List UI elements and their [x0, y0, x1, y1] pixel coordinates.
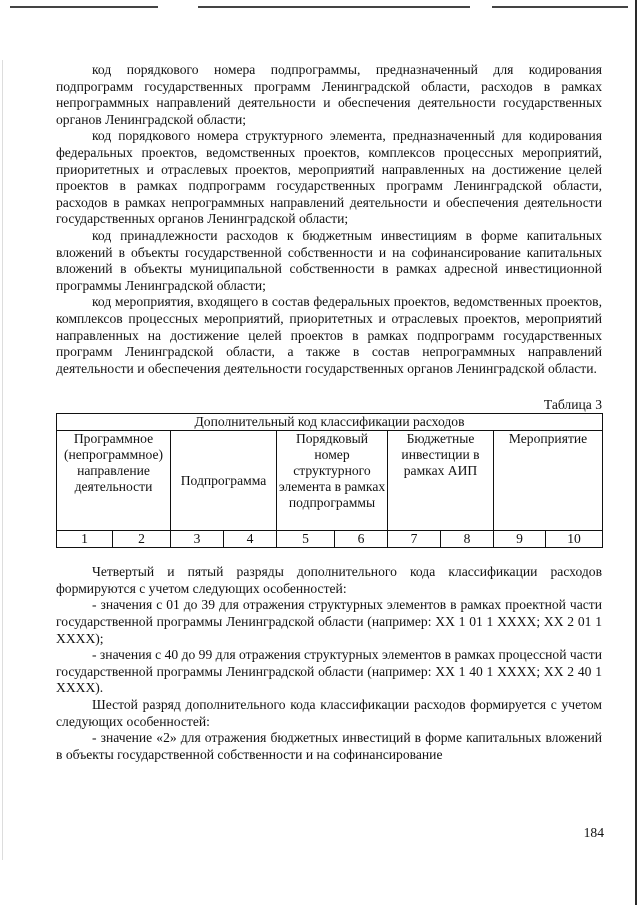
paragraph: код порядкового номера структурного элемента, предназначенный для кодирования федеральных проектов, ведомственных проектов, комплексов процессных мероприятий, приоритетных и отраслевых проектов, мероприятий направленных на достижение целей проектов в рамках подпрограмм государственных программ Ленинградской области, расходов в рамках непрограммных направлений деятельности и обеспечения деятельности государственных органов Ленинградской области; [56, 128, 602, 227]
paragraph: код принадлежности расходов к бюджетным инвестициям в форме капитальных вложений в объекты государственной собственности и на софинансирование капитальных вложений в объекты муниципальной собственности в рамках адресной инвестиционной программы Ленинградской области; [56, 227, 602, 293]
table-caption: Таблица 3 [543, 397, 602, 413]
column-number: 3 [171, 531, 224, 548]
table-header: Дополнительный код классификации расходов [57, 414, 603, 431]
classification-table [56, 413, 603, 548]
column-header: Бюджетные инвестиции в рамках АИП [388, 431, 494, 531]
column-number: 4 [224, 531, 277, 548]
list-item: - значения с 01 до 39 для отражения структурных элементов в рамках проектной части государственной программы Ленинградской области (например: XX 1 01 1 XXXX; XX 2 01 1 XXXX); [56, 597, 602, 646]
column-header: Порядковый номер структурного элемента в рамках подпрограммы [277, 431, 388, 531]
page-number: 184 [583, 825, 604, 840]
paragraph: код мероприятия, входящего в состав федеральных проектов, ведомственных проектов, комплексов процессных мероприятий, приоритетных и отраслевых проектов, мероприятий направленных на достижение целей проектов в рамках подпрограмм государственных программ Ленинградской области, а также в состав непрограммных направлений деятельности и обеспечения деятельности государственных органов Ленинградской области. [56, 294, 602, 376]
scan-left-edge [2, 60, 3, 860]
paragraph: Шестой разряд дополнительного кода классификации расходов формируется с учетом следующих особенностей: [56, 697, 602, 729]
column-number: 5 [277, 531, 335, 548]
column-number: 10 [546, 531, 603, 548]
scan-edge-gap [470, 5, 492, 9]
scan-top-edge [10, 6, 628, 8]
list-item: - значение «2» для отражения бюджетных инвестиций в форме капитальных вложений в объекты государственной собственности и на софинансирование [56, 730, 602, 762]
list-item: - значения с 40 до 99 для отражения структурных элементов в рамках процессной части государственной программы Ленинградской области (например: XX 1 40 1 XXXX; XX 2 40 1 XXXX). [56, 647, 602, 696]
column-number: 7 [388, 531, 441, 548]
paragraph: код порядкового номера подпрограммы, предназначенный для кодирования подпрограмм государственных программ Ленинградской области, расходов в рамках непрограммных направлений деятельности и обеспечения деятельности государственных органов Ленинградской области; [56, 62, 602, 127]
column-number: 2 [113, 531, 171, 548]
scan-right-edge [635, 0, 637, 905]
scan-edge-gap [158, 5, 198, 9]
column-number: 8 [441, 531, 494, 548]
paragraph: Четвертый и пятый разряды дополнительного кода классификации расходов формируются с учетом следующих особенностей: [56, 564, 602, 596]
column-header: Программное (непрограммное) направление деятельности [57, 431, 171, 531]
column-header: Подпрограмма [171, 431, 277, 531]
column-number: 6 [335, 531, 388, 548]
column-number: 9 [494, 531, 546, 548]
column-number: 1 [57, 531, 113, 548]
column-header: Мероприятие [494, 431, 603, 531]
document-page [56, 62, 602, 763]
